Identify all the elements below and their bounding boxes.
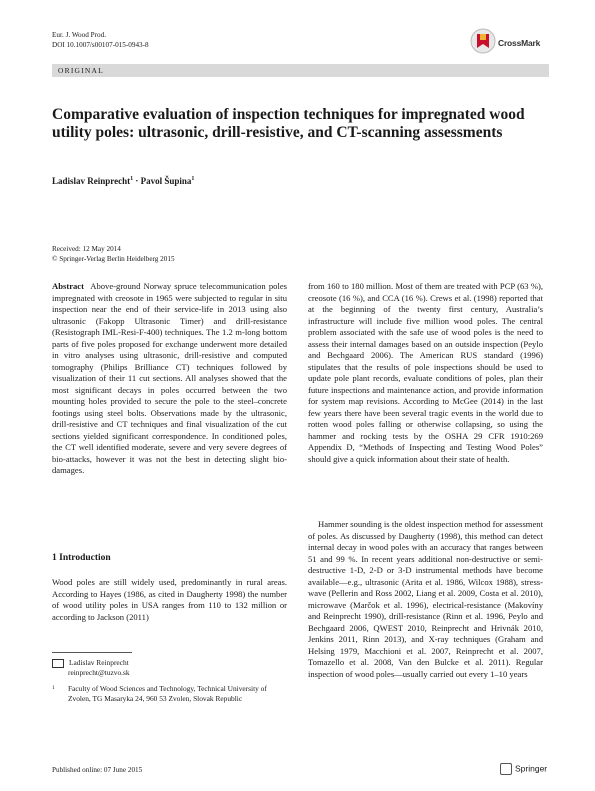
publication-dates xyxy=(52,244,175,264)
author-name[interactable]: Pavol Šupina xyxy=(140,176,192,186)
abstract-label: Abstract xyxy=(52,281,84,291)
article-title: Comparative evaluation of inspection techniques for impregnated wood utility poles: ultrasonic, drill-resistive, and CT-scanning assessments xyxy=(52,106,525,141)
body-paragraph: Hammer sounding is the oldest inspection method for assessment of poles. As discussed by Daugherty (1998), this method can detect internal decay in wood poles with an accuracy that ranges between 51 and 99 %. In recent years additional non-destructive or semi-destructive 1-D, 2-D or 3-D instrumental methods have become available—e.g., ultrasonic (Arita et al. 1986, Wilcox 1988), stress-wave (Pellerin and Ross 2002, Liang et al. 2009, Costa et al. 2010), microwave (Marčok et al. 1996), electrical-resistance (Makovíny and Reinprecht 1990), drill-resistance (Rinn et al. 1996, Peylo and Bechgaard 2006, QWEST 2010, Reinprecht and Hrivnák 2010, Jenkins 2011, Rinn 2013), and X-ray techniques (Graham and Helsing 1979, Macchioni et al. 2007, Reinprecht et al. 2007, Tomazello et al. 2008, Van den Bulcke et al. 2011). Regular inspection of wood poles—usually carried out every 1–10 years xyxy=(308,519,543,679)
corresponding-author xyxy=(52,658,287,678)
author-affil-mark: 1 xyxy=(191,176,195,182)
crossmark-label: CrossMark xyxy=(498,38,541,48)
abstract xyxy=(52,281,287,477)
crossmark-badge[interactable] xyxy=(470,28,550,58)
section-heading: 1 Introduction xyxy=(52,553,111,563)
body-paragraph: from 160 to 180 million. Most of them are treated with PCP (63 %), creosote (16 %), and CCA (16 %). Crews et al. (1998) reported that at the beginning of the twenty first century, Australia’s infrastructure will include five million wood poles. The central problem associated with the safe use of wood poles is the need to assess their internal damages based on an outside inspection (Peylo and Bechgaard 2006). The American RUS standard (1996) stipulates that the results of pole inspections should be used to update pole plant records, evaluate conditions of poles, plan their future inspections and maintenance action, and provide information for system map revisions. According to McGee (2014) in the last few years there have been several tragic events in the world due to rotten wood poles falling or otherwise collapsing, so using the hammer and rocking tests by the OSHA 29 CFR 1910:269 Appendix D, “Methods of Inspecting and Testing Wood Poles” should give a quick information about their state of health. xyxy=(308,281,543,464)
envelope-icon xyxy=(52,659,64,668)
received-date: Received: 12 May 2014 xyxy=(52,245,121,253)
section-bar xyxy=(52,64,549,77)
publisher-logo xyxy=(500,763,547,775)
abstract-text: Above-ground Norway spruce telecommunication poles impregnated with creosote in 1965 were subjected to regular in situ inspection near the end of their service-life in 2013 using also ultrasonic (Fakopp Ultrasonic Timer) and drill-resistance (Resistograph IML-Resi-F-400) techniques. The 1.2 m-long bottom parts of five poles proposed for exchange underwent more detailed in vitro analyses using ultrasonic, drill-resistive and computed tomography (Philips Brilliance CT) techniques followed by visualization of their 11 cut sections. All analyses showed that the most significant decays in poles occurred between the two mounting holes provided to secure the pole to the steel–concrete footings using steel bolts. Observations made by the ultrasonic, drill-resistive and CT techniques and final visualization of the cut sections yielded significant correspondence. In conditioned poles, the CT well identified moderate, severe and very severe degrees of bio-attacks, however it was not the best in detecting slight bio-damages. xyxy=(52,281,288,475)
author-separator: · xyxy=(133,176,141,186)
affiliation-number: 1 xyxy=(52,685,55,691)
intro-paragraph: Wood poles are still widely used, predominantly in rural areas. According to Hayes (1986, as cited in Daugherty 1998) the number of wood utility poles in USA ranges from 110 to 132 million or according to Jackson (2011) xyxy=(52,577,287,622)
journal-name: Eur. J. Wood Prod. xyxy=(52,31,106,39)
doi[interactable]: DOI 10.1007/s00107-015-0943-8 xyxy=(52,41,149,49)
section-label: ORIGINAL xyxy=(58,66,104,75)
copyright: © Springer-Verlag Berlin Heidelberg 2015 xyxy=(52,255,175,263)
corr-email[interactable]: reinprecht@tuzvo.sk xyxy=(68,667,130,677)
springer-horse-icon xyxy=(500,763,512,775)
author-name[interactable]: Ladislav Reinprecht xyxy=(52,176,131,186)
author-affil-mark: 1 xyxy=(130,176,134,182)
published-online: Published online: 07 June 2015 xyxy=(52,766,143,774)
author-line xyxy=(52,176,194,186)
publisher-name: Springer xyxy=(515,763,548,774)
journal-header xyxy=(52,30,149,50)
footnote-divider xyxy=(52,652,132,653)
affiliation xyxy=(52,684,287,704)
crossmark-icon xyxy=(470,28,496,54)
affiliation-text: Faculty of Wood Sciences and Technology, Technical University of Zvolen, TG Masaryka 24, 960 53 Zvolen, Slovak Republic xyxy=(68,684,267,703)
corr-name: Ladislav Reinprecht xyxy=(69,658,129,667)
